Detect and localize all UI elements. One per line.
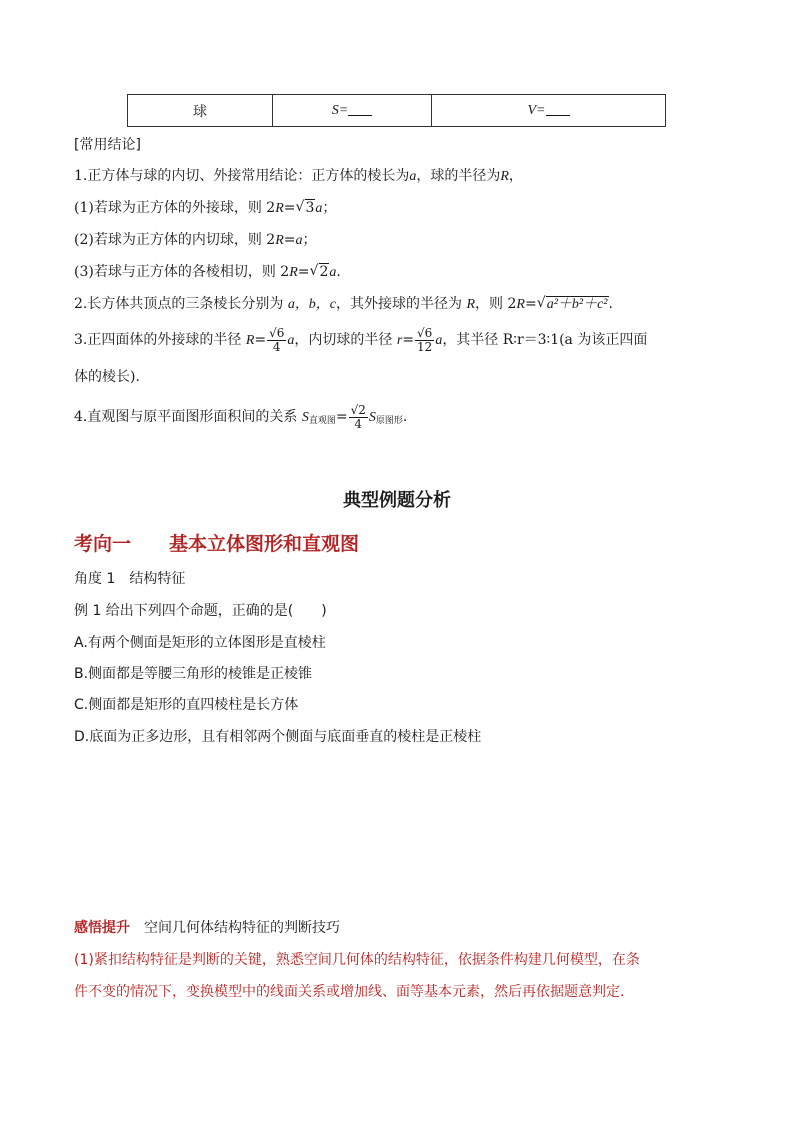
conclusion-1 (74, 166, 523, 187)
text: . (336, 264, 341, 280)
denominator: 4 (354, 416, 363, 431)
var: r (396, 333, 403, 348)
fraction (349, 404, 368, 431)
var: a (409, 169, 417, 184)
conclusion-2 (74, 294, 613, 315)
text: 4.直观图与原平面图形面积间的关系 (74, 409, 298, 425)
conclusion-3-cont: 体的棱长). (74, 369, 140, 385)
var: a，b，c (287, 297, 337, 312)
option-a: A.有两个侧面是矩形的立体图形是直棱柱 (74, 635, 326, 651)
table-cell-sphere (128, 95, 273, 127)
radicand: 3 (305, 200, 315, 216)
direction-heading (74, 529, 359, 556)
var: R (245, 333, 255, 348)
direction-title: 基本立体图形和直观图 (169, 533, 360, 555)
text: ， (508, 168, 523, 184)
numerator: √6 (417, 325, 433, 340)
insight-title: 空间几何体结构特征的判断技巧 (144, 920, 340, 936)
var: R (289, 265, 298, 280)
subscript: 原图形 (375, 416, 403, 426)
blank-line (348, 103, 372, 116)
conclusion-1-2 (74, 230, 317, 251)
var: R (516, 297, 525, 312)
numerator: √2 (350, 402, 366, 417)
subscript: 直观图 (308, 416, 336, 426)
text: (2)若球为正方体的内切球，则 2 (74, 232, 276, 248)
radicand: a²＋b²＋c² (546, 297, 608, 312)
radicand: 2 (319, 264, 329, 280)
text: 1.正方体与球的内切、外接常用结论：正方体的棱长为 (74, 168, 410, 184)
blank-line (546, 103, 570, 116)
text: = (297, 264, 310, 280)
text: ，其外接球的半径为 (336, 296, 463, 312)
conclusion-1-3 (74, 262, 341, 283)
text: = (335, 409, 348, 425)
text: ； (322, 200, 337, 216)
text: 2.长方体共顶点的三条棱长分别为 (74, 296, 284, 312)
conclusions-header: [常用结论] (74, 137, 141, 153)
text: = (254, 332, 267, 348)
denominator: 12 (417, 339, 433, 354)
sqrt (310, 262, 330, 282)
var: a (295, 233, 303, 248)
text: = (283, 232, 296, 248)
conclusion-4 (74, 397, 407, 441)
example-stem: 例 1 给出下列四个命题，正确的是( ) (74, 603, 327, 619)
var: a (315, 201, 323, 216)
fraction (267, 327, 286, 354)
insight-label: 感悟提升 (74, 920, 130, 936)
angle-label: 角度 1 结构特征 (74, 571, 186, 587)
text: = (402, 332, 415, 348)
option-b: B.侧面都是等腰三角形的棱锥是正棱锥 (74, 666, 313, 682)
volume-label: V= (527, 103, 546, 118)
cell-text: 球 (193, 103, 207, 120)
text: 3.正四面体的外接球的半径 (74, 332, 242, 348)
insight-line-2: 件不变的情况下，变换模型中的线面关系或增加线、面等基本元素，然后再依据题意判定. (74, 984, 625, 1000)
text: (3)若球与正方体的各棱相切，则 2 (74, 264, 290, 280)
insight-heading (74, 918, 340, 938)
text: ； (302, 232, 317, 248)
conclusion-1-1 (74, 198, 336, 219)
var: S (301, 410, 309, 425)
numerator: √6 (269, 325, 285, 340)
formula-table (127, 94, 666, 127)
insight-line-1: (1)紧扣结构特征是判断的关键，熟悉空间几何体的结构特征，依据条件构建几何模型，在条 (74, 952, 640, 968)
area-label: S= (331, 103, 349, 118)
direction-label: 考向一 (74, 533, 132, 555)
conclusion-3 (74, 322, 647, 359)
var: S (368, 410, 376, 425)
option-d: D.底面为正多边形，且有相邻两个侧面与底面垂直的棱柱是正棱柱 (74, 729, 482, 745)
var: R (275, 233, 284, 248)
var: a (435, 333, 443, 348)
sqrt (296, 198, 316, 218)
var: R (500, 169, 509, 184)
fraction (415, 327, 434, 354)
text: = (524, 296, 537, 312)
section-title: 典型例题分析 (343, 490, 451, 511)
text: ，其半径 R∶r＝3∶1(a 为该正四面 (442, 332, 648, 348)
text: ，内切球的半径 (294, 332, 393, 348)
text: . (402, 409, 408, 425)
option-c: C.侧面都是矩形的直四棱柱是长方体 (74, 697, 299, 713)
var: a (329, 265, 337, 280)
text: ，则 2 (475, 296, 517, 312)
table-cell-area (273, 95, 432, 127)
text: . (608, 296, 613, 312)
var: R (466, 297, 476, 312)
var: R (275, 201, 284, 216)
sqrt (537, 294, 609, 315)
text: = (283, 200, 296, 216)
text: (1)若球为正方体的外接球，则 2 (74, 200, 276, 216)
table-row (128, 95, 666, 127)
text: ，球的半径为 (416, 168, 501, 184)
var: a (287, 333, 295, 348)
table-cell-volume (432, 95, 666, 127)
denominator: 4 (272, 339, 281, 354)
